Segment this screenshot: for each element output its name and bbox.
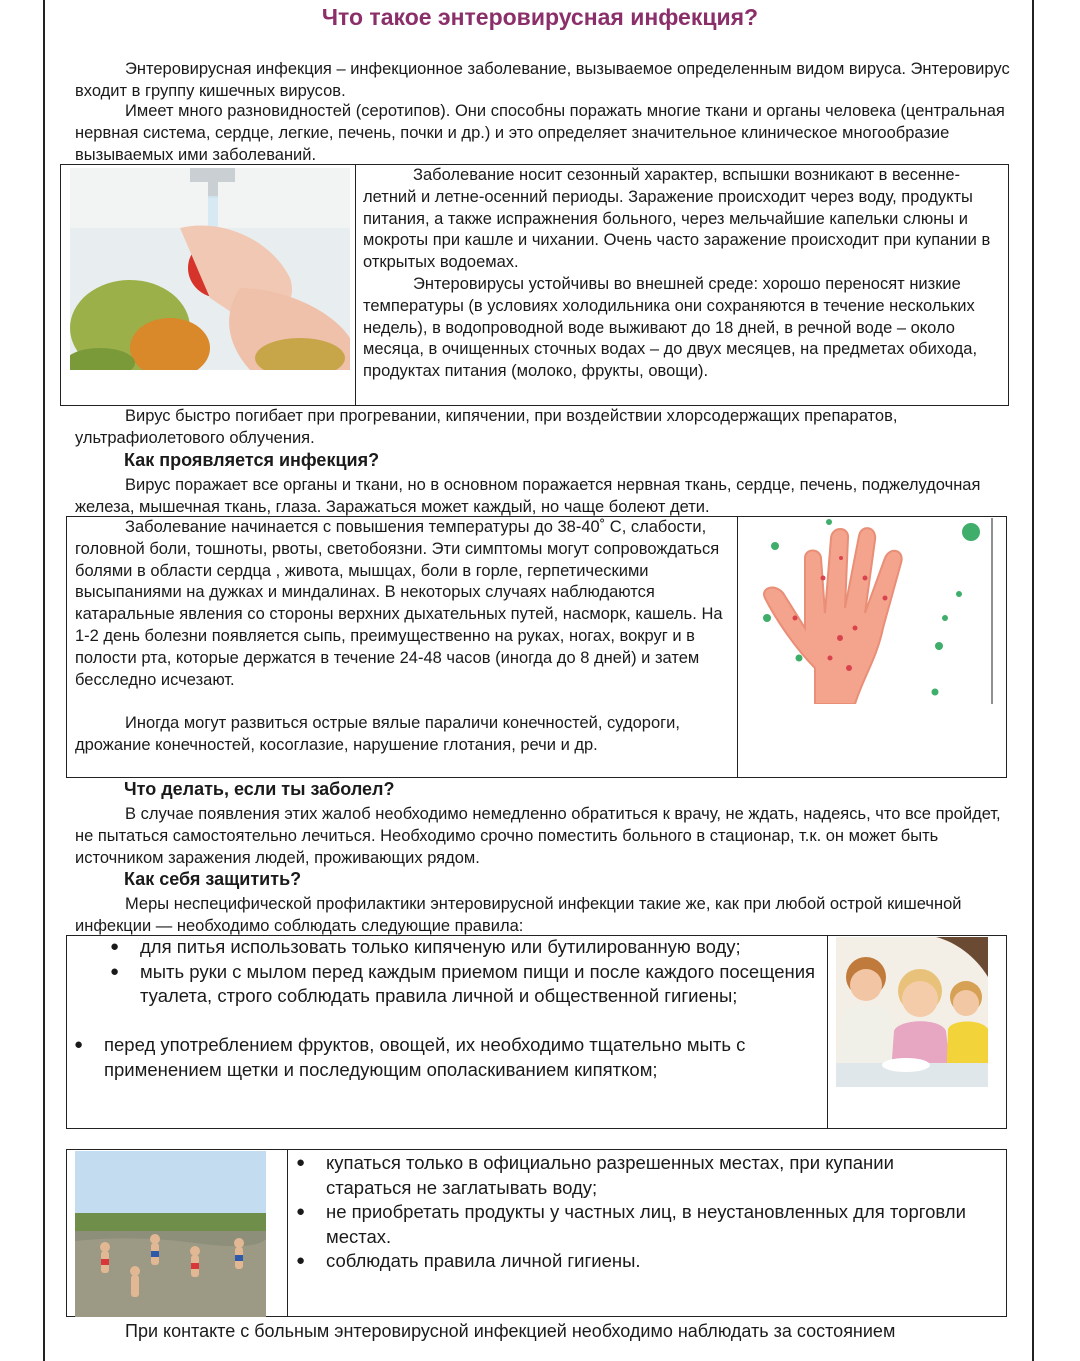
rule-item: ● мыть руки с мылом перед каждым приемом пищи и после каждого посещения туалета, строго соблюдать правила личной и общественной гигиены; [106, 960, 816, 1009]
transmission-paragraph-2: Энтеровирусы устойчивы во внешней среде: хорошо переносят низкие температуры (в условиях холодильника они сохраняются в течение нескольких недель), в водопроводной воде выживают до 18 дней, в речной воде – около месяца, в очищенных сточных водах – до двух месяцев, на предметах обихода, продуктах питания (молоко, фрукты, овощи). [363, 275, 978, 381]
rule-item: ● для питья использовать только кипяченую или бутилированную воду; [106, 935, 816, 960]
footer-paragraph: При контакте с больным энтеровирусной инфекцией необходимо наблюдать за состоянием [125, 1321, 896, 1341]
washing-fruit-image [70, 168, 350, 370]
protection-intro-paragraph: Меры неспецифической профилактики энтеровирусной инфекции такие же, как при любой острой кишечной инфекции — необходимо соблюдать следующие правила: [75, 895, 962, 935]
rule-item: ● соблюдать правила личной гигиены. [292, 1249, 982, 1274]
rules-list-1 [106, 935, 816, 1009]
if-sick-paragraph: В случае появления этих жалоб необходимо немедленно обратиться к врачу, не ждать, надеясь, что все пройдет, не пытаться самостоятельно лечиться. Необходимо срочно поместить больного в стационар, т.к. он может быть источником заражения людей, проживающих рядом. [75, 805, 1001, 867]
page-left-border [43, 0, 45, 1361]
page-right-border [1032, 0, 1034, 1361]
section-heading-if-sick: Что делать, если ты заболел? [124, 779, 395, 799]
rules-box-2-divider [287, 1149, 288, 1317]
rule-item: ● купаться только в официально разрешенных местах, при купании стараться не заглатывать воду; [292, 1151, 982, 1200]
swimming-kids-image [75, 1151, 266, 1317]
intro-paragraph-1: Энтеровирусная инфекция – инфекционное заболевание, вызываемое определенным видом вируса. Энтеровирус входит в группу кишечных вирусов. [75, 60, 1010, 100]
intro-paragraph-2: Имеет много разновидностей (серотипов). Они способны поражать многие ткани и органы человека (центральная нервная система, сердце, легкие, печень, почки и др.) и это определяет значительное клиническое многообразие вызываемых ими заболеваний. [75, 102, 1005, 164]
rules-list-1b [70, 1033, 760, 1082]
rule-item: ● не приобретать продукты у частных лиц, в неустановленных для торговли местах. [292, 1200, 982, 1249]
symptoms-paragraph-1: Заболевание начинается с повышения температуры до 38-40˚ С, слабости, головной боли, тошноты, рвоты, светобоязни. Эти симптомы могут сопровождаться болями в области сердца , живота, мышцах, боли в горле, герпетическими высыпаниями на дужках и миндалинах. В некоторых случаях наблюдаются катаральные явления со стороны верхних дыхательных путей, насморк, кашель. На 1-2 день болезни появляется сыпь, преимущественно на руках, ногах, вокруг и в полости рта, которые держатся в течение 24-48 часов (иногда до 8 дней) и затем бесследно исчезают. [75, 518, 723, 689]
rules-box-1-divider [827, 935, 828, 1129]
rule-item: ● перед употреблением фруктов, овощей, их необходимо тщательно мыть с применением щетки и последующим ополаскиванием кипятком; [70, 1033, 760, 1082]
section-heading-symptoms: Как проявляется инфекция? [124, 450, 380, 470]
section-heading-protection: Как себя защитить? [124, 869, 302, 889]
symptoms-paragraph-2: Иногда могут развиться острые вялые параличи конечностей, судороги, дрожание конечностей, косоглазие, нарушение глотания, речи и др. [75, 714, 680, 754]
page-title: Что такое энтеровирусная инфекция? [321, 4, 759, 30]
transmission-paragraph-1: Заболевание носит сезонный характер, вспышки возникают в весенне-летний и летне-осенний периоды. Заражение происходит через воду, продукты питания, а также испражнения больного, через мельчайшие капельки слюны и мокроты при кашле и чихании. Очень часто заражение происходит при купании в открытых водоемах. [363, 166, 991, 272]
rules-list-2 [292, 1151, 982, 1274]
symptoms-box-divider [737, 516, 738, 778]
symptoms-intro-paragraph: Вирус поражает все органы и ткани, но в основном поражается нервная ткань, сердце, печень, поджелудочная железа, мышечная ткань, глаза. Заражаться может каждый, но чаще болеют дети. [75, 476, 981, 516]
virus-dies-paragraph: Вирус быстро погибает при прогревании, кипячении, при воздействии хлорсодержащих препаратов, ультрафиолетового облучения. [75, 407, 898, 447]
rash-hand-image [745, 518, 993, 704]
children-washing-hands-image [836, 937, 988, 1087]
